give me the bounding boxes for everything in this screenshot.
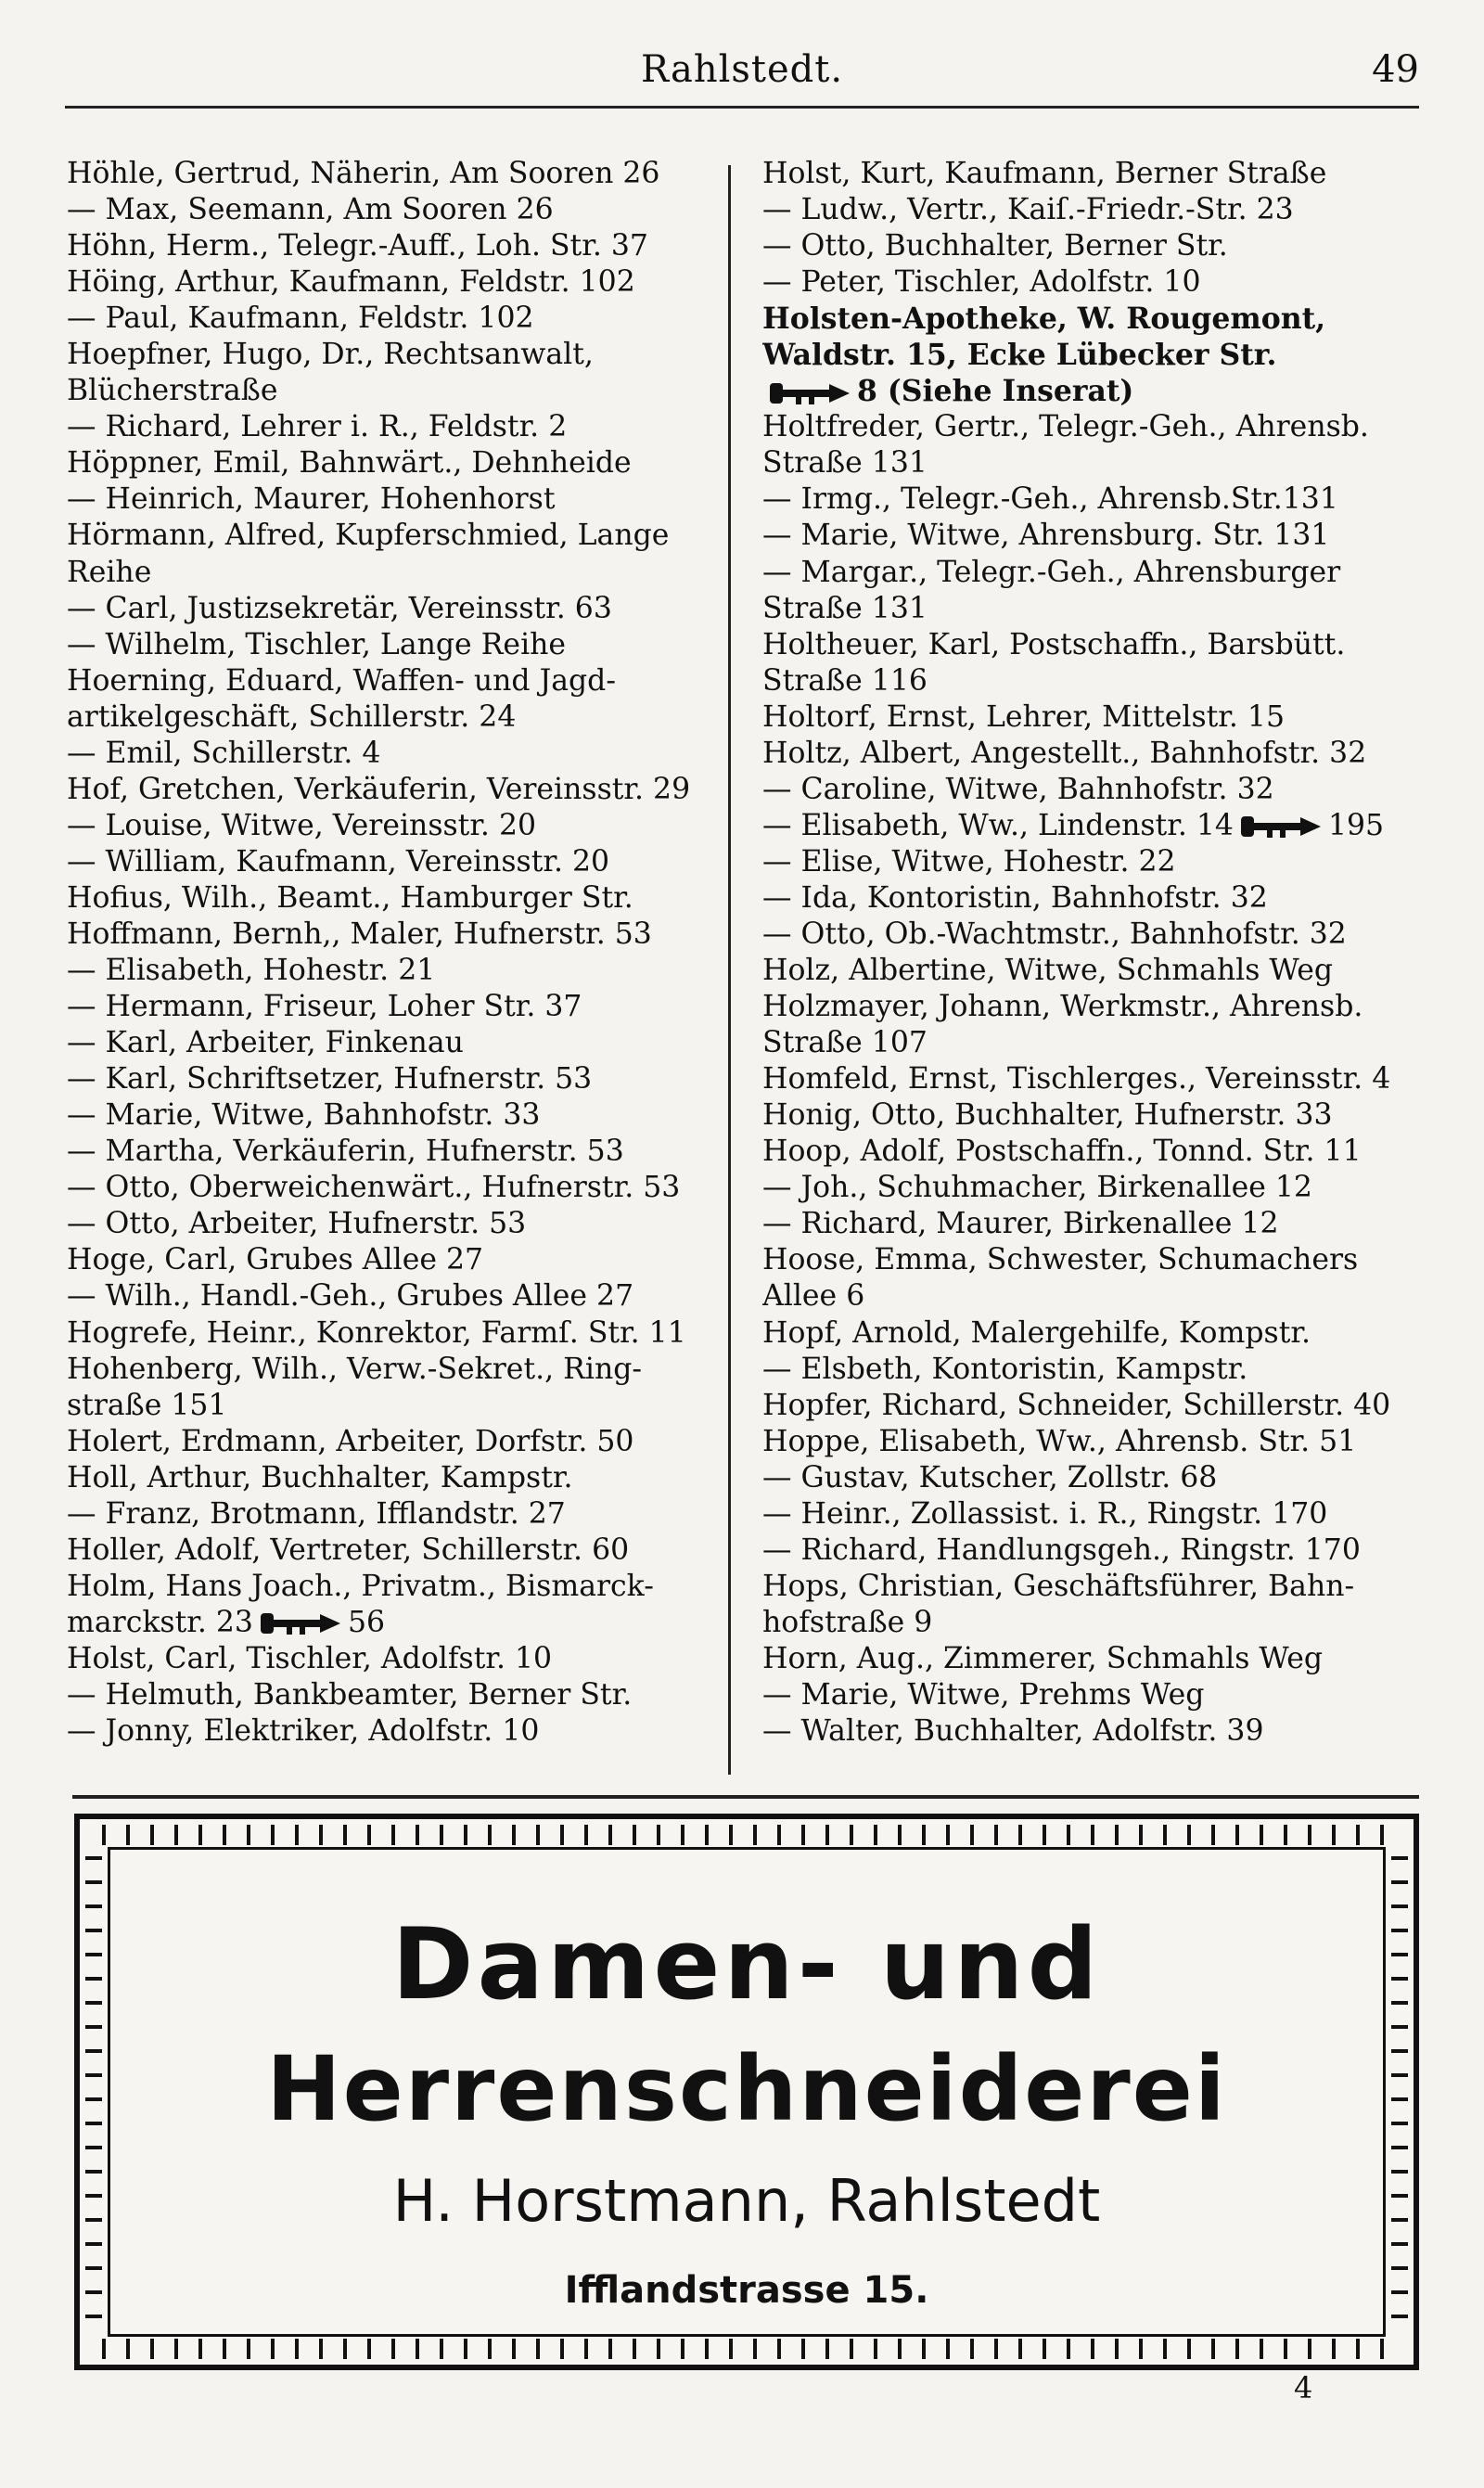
directory-entry <box>762 736 1419 772</box>
entry-text: — Franz, Brotmann, Ifflandstr. 27 <box>67 1496 566 1531</box>
entry-text: — Caroline, Witwe, Bahnhofstr. 32 <box>762 772 1274 806</box>
directory-entry <box>762 228 1419 264</box>
directory-entry <box>762 1206 1419 1242</box>
directory-entry <box>67 192 716 228</box>
entry-text: — Jonny, Elektriker, Adolfstr. 10 <box>67 1714 540 1749</box>
directory-entry <box>67 1242 716 1278</box>
entry-continuation: Allee 6 <box>762 1279 865 1314</box>
ornament-border-top <box>102 1825 1391 1845</box>
page-header <box>65 48 1419 104</box>
directory-entry <box>762 192 1419 228</box>
entry-text: — Richard, Handlungsgeh., Ringstr. 170 <box>762 1533 1361 1567</box>
directory-entry <box>67 1025 716 1061</box>
directory-entry <box>67 264 716 301</box>
directory-entry <box>67 1097 716 1134</box>
directory-entry <box>762 409 1419 481</box>
entry-text: — Ida, Kontoristin, Bahnhofstr. 32 <box>762 880 1268 915</box>
directory-entry <box>67 518 716 590</box>
directory-entry <box>762 1641 1419 1677</box>
directory-entry <box>762 844 1419 880</box>
entry-text: Hops, Christian, Geschäftsführer, Bahn- <box>762 1569 1355 1603</box>
page-title: Rahlstedt. <box>640 48 844 91</box>
directory-entry <box>67 1352 716 1424</box>
entry-text: — Paul, Kaufmann, Feldstr. 102 <box>67 301 534 336</box>
entry-text: Hoop, Adolf, Postschaffn., Tonnd. Str. 11 <box>762 1135 1362 1169</box>
entry-text: Hopfer, Richard, Schneider, Schillerstr. 40 <box>762 1388 1391 1422</box>
directory-entry <box>762 1352 1419 1388</box>
entry-text: Hoepfner, Hugo, Dr., Rechtsanwalt, <box>67 338 594 372</box>
directory-entry <box>762 1242 1419 1315</box>
entry-text: Homfeld, Ernst, Tischlerges., Vereinsstr. 4 <box>762 1062 1391 1097</box>
entry-text: — Peter, Tischler, Adolfstr. 10 <box>762 265 1201 300</box>
entry-continuation <box>820 373 1419 409</box>
entry-text: Hof, Gretchen, Verkäuferin, Vereinsstr. 29 <box>67 772 691 806</box>
phone-number: 195 <box>1327 808 1385 842</box>
entry-text: Honig, Otto, Buchhalter, Hufnerstr. 33 <box>762 1098 1333 1133</box>
entry-text: — Martha, Verkäuferin, Hufnerstr. 53 <box>67 1135 624 1169</box>
ad-headline-2: Herrenschneiderei <box>266 2037 1227 2141</box>
entry-continuation: Waldstr. 15, Ecke Lübecker Str. <box>762 338 1277 373</box>
entry-text: — Hermann, Friseur, Loher Str. 37 <box>67 990 582 1024</box>
entry-text: Hoerning, Eduard, Waffen- und Jagd- <box>67 663 616 698</box>
entry-continuation: artikelgeschäft, Schillerstr. 24 <box>67 699 517 734</box>
directory-entry <box>67 409 716 445</box>
entry-text: — Max, Seemann, Am Sooren 26 <box>67 193 554 227</box>
entry-text: Höhle, Gertrud, Näherin, Am Sooren 26 <box>67 157 660 190</box>
directory-column-left <box>67 156 716 1750</box>
entry-text: — Heinr., Zollassist. i. R., Ringstr. 170 <box>762 1496 1328 1531</box>
entry-text: Hoge, Carl, Grubes Allee 27 <box>67 1243 484 1277</box>
entry-text: — Gustav, Kutscher, Zollstr. 68 <box>762 1460 1218 1494</box>
column-divider <box>728 165 731 1775</box>
entry-text: Holzmayer, Johann, Werkmstr., Ahrensb. <box>762 990 1363 1024</box>
entry-text: Hoose, Emma, Schwester, Schumachers <box>762 1243 1359 1277</box>
phone-number: 8 (Siehe Inserat) <box>857 374 1134 409</box>
entry-text: Höing, Arthur, Kaufmann, Feldstr. 102 <box>67 265 635 300</box>
telephone-icon <box>259 1610 342 1637</box>
directory-entry <box>67 1061 716 1097</box>
directory-entry <box>67 989 716 1025</box>
entry-text: — Richard, Maurer, Birkenallee 12 <box>762 1207 1279 1241</box>
directory-entry <box>67 1641 716 1677</box>
entry-continuation: Straße 107 <box>762 1026 928 1060</box>
entry-text: — Karl, Schriftsetzer, Hufnerstr. 53 <box>67 1062 593 1097</box>
directory-entry <box>762 1460 1419 1496</box>
entry-text: — Marie, Witwe, Ahrensburg. Str. 131 <box>762 519 1330 553</box>
directory-entry <box>762 1569 1419 1641</box>
sheet-number: 4 <box>1294 2370 1313 2405</box>
entry-text: Höppner, Emil, Bahnwärt., Dehnheide <box>67 446 632 481</box>
entry-continuation: hofstraße 9 <box>762 1605 933 1639</box>
directory-entry <box>762 518 1419 554</box>
directory-entry <box>67 917 716 953</box>
entry-text: Hopf, Arnold, Malergehilfe, Kompstr. <box>762 1315 1311 1350</box>
directory-entry <box>67 1677 716 1713</box>
directory-entry <box>762 1533 1419 1569</box>
directory-entry <box>67 1206 716 1242</box>
entry-text: Holtfreder, Gertr., Telegr.-Geh., Ahrensb. <box>762 410 1369 444</box>
directory-entry <box>67 1569 716 1641</box>
directory-entry <box>67 1460 716 1496</box>
entry-text: — Louise, Witwe, Vereinsstr. 20 <box>67 808 537 842</box>
entry-text: Hofius, Wilh., Beamt., Hamburger Str. <box>67 880 633 915</box>
entry-text: — Otto, Buchhalter, Berner Str. <box>762 229 1228 263</box>
directory-entry <box>67 844 716 880</box>
entry-text: — Elise, Witwe, Hohestr. 22 <box>762 844 1176 878</box>
directory-entry <box>762 989 1419 1061</box>
entry-text: — Emil, Schillerstr. 4 <box>67 736 381 770</box>
entry-text: — Elisabeth, Hohestr. 21 <box>67 954 436 988</box>
advertisement <box>74 1814 1419 2370</box>
directory-entry <box>67 772 716 808</box>
entry-text: — Carl, Justizsekretär, Vereinsstr. 63 <box>67 591 612 625</box>
directory-entry <box>67 445 716 481</box>
directory-entry <box>762 1424 1419 1460</box>
directory-entry <box>762 301 1419 409</box>
entry-text: — Helmuth, Bankbeamter, Berner Str. <box>67 1677 633 1712</box>
ad-headline: Damen- und <box>391 1907 1102 2021</box>
directory-entry <box>67 627 716 663</box>
directory-entry <box>762 1496 1419 1533</box>
directory-entry <box>67 1315 716 1352</box>
entry-text: Hörmann, Alfred, Kupferschmied, Lange <box>67 519 670 553</box>
directory-entry <box>67 1134 716 1170</box>
directory-entry <box>762 264 1419 301</box>
phone-number: 56 <box>347 1605 386 1639</box>
directory-entry <box>67 736 716 772</box>
directory-entry <box>67 953 716 989</box>
entry-text: Horn, Aug., Zimmerer, Schmahls Weg <box>762 1641 1324 1675</box>
directory-entry <box>762 1134 1419 1170</box>
entry-text: — Irmg., Telegr.-Geh., Ahrensb.Str.131 <box>762 482 1338 517</box>
directory-entry <box>67 1533 716 1569</box>
directory-entry <box>67 1496 716 1533</box>
entry-text: — Marie, Witwe, Bahnhofstr. 33 <box>67 1098 541 1133</box>
entry-text: Holtz, Albert, Angestellt., Bahnhofstr. 32 <box>762 736 1367 770</box>
directory-entry <box>67 1170 716 1206</box>
entry-text: Holler, Adolf, Vertreter, Schillerstr. 60 <box>67 1533 630 1567</box>
directory-entry <box>67 808 716 844</box>
entry-text: — Otto, Oberweichenwärt., Hufnerstr. 53 <box>67 1171 681 1205</box>
directory-entry <box>762 481 1419 518</box>
entry-text: Holtorf, Ernst, Lehrer, Mittelstr. 15 <box>762 699 1286 734</box>
directory-entry <box>762 917 1419 953</box>
directory-entry <box>762 699 1419 736</box>
entry-continuation: Blücherstraße <box>67 374 278 408</box>
entry-text: Holert, Erdmann, Arbeiter, Dorfstr. 50 <box>67 1424 634 1458</box>
entry-text: — William, Kaufmann, Vereinsstr. 20 <box>67 844 610 878</box>
entry-text: Holst, Kurt, Kaufmann, Berner Straße <box>762 157 1327 190</box>
entry-text: marckstr. 23 <box>67 1605 253 1639</box>
entry-text: — Wilhelm, Tischler, Lange Reihe <box>67 627 567 661</box>
directory-entry <box>762 1713 1419 1750</box>
entry-continuation: straße 151 <box>67 1388 227 1422</box>
directory-entry <box>762 772 1419 808</box>
entry-text: Holst, Carl, Tischler, Adolfstr. 10 <box>67 1641 553 1675</box>
entry-text: — Elisabeth, Ww., Lindenstr. 14 <box>762 808 1234 842</box>
directory-entry <box>762 555 1419 627</box>
ad-address: Ifflandstrasse 15. <box>564 2269 929 2312</box>
entry-continuation: Straße 131 <box>762 591 928 625</box>
entry-text: — Joh., Schuhmacher, Birkenallee 12 <box>762 1171 1312 1205</box>
entry-text: Holsten-Apotheke, W. Rougemont, <box>762 301 1326 337</box>
directory-entry <box>67 481 716 518</box>
entry-text: Holz, Albertine, Witwe, Schmahls Weg <box>762 954 1334 988</box>
entry-continuation: Reihe <box>67 555 152 589</box>
directory-entry <box>67 228 716 264</box>
entry-text: Hogrefe, Heinr., Konrektor, Farmſ. Str. 11 <box>67 1315 686 1350</box>
entry-text: Holl, Arthur, Buchhalter, Kampstr. <box>67 1460 573 1494</box>
directory-entry <box>67 1424 716 1460</box>
entry-text: — Heinrich, Maurer, Hohenhorst <box>67 482 556 517</box>
entry-text: — Walter, Buchhalter, Adolfstr. 39 <box>762 1714 1264 1749</box>
entry-text: — Ludw., Vertr., Kaiſ.-Friedr.-Str. 23 <box>762 193 1294 227</box>
entry-text: — Otto, Ob.-Wachtmstr., Bahnhofstr. 32 <box>762 917 1347 951</box>
directory-entry <box>762 808 1419 844</box>
directory-column-right <box>762 156 1419 1750</box>
directory-entry <box>762 1061 1419 1097</box>
entry-text: Holm, Hans Joach., Privatm., Bismarck- <box>67 1569 654 1603</box>
entry-text: — Marie, Witwe, Prehms Weg <box>762 1677 1205 1712</box>
ad-business-name: H. Horstmann, Rahlstedt <box>392 2167 1101 2235</box>
directory-entry <box>67 337 716 409</box>
entry-text: Hohenberg, Wilh., Verw.-Sekret., Ring- <box>67 1352 643 1386</box>
directory-entry <box>67 880 716 917</box>
directory-entry <box>67 156 716 192</box>
entry-text: — Wilh., Handl.-Geh., Grubes Allee 27 <box>67 1279 634 1314</box>
directory-entry <box>762 156 1419 192</box>
directory-entry <box>762 1097 1419 1134</box>
entry-text: — Karl, Arbeiter, Finkenau <box>67 1026 464 1060</box>
header-rule <box>65 106 1419 109</box>
entry-text: Hoffmann, Bernh,, Maler, Hufnerstr. 53 <box>67 917 652 951</box>
entry-continuation <box>67 1605 716 1641</box>
directory-entry <box>67 591 716 627</box>
entry-text: Höhn, Herm., Telegr.-Auff., Loh. Str. 37 <box>67 229 648 263</box>
telephone-icon <box>768 379 851 407</box>
ornament-border-bottom <box>102 2339 1391 2359</box>
directory-entry <box>67 1278 716 1315</box>
entry-text: Hoppe, Elisabeth, Ww., Ahrensb. Str. 51 <box>762 1424 1357 1458</box>
directory-entry <box>67 301 716 337</box>
entry-text: — Richard, Lehrer i. R., Feldstr. 2 <box>67 410 568 444</box>
directory-entry <box>762 627 1419 699</box>
directory-entry <box>762 953 1419 989</box>
directory-entry <box>762 880 1419 917</box>
entry-text: — Otto, Arbeiter, Hufnerstr. 53 <box>67 1207 527 1241</box>
entry-text: Holtheuer, Karl, Postschaffn., Barsbütt. <box>762 627 1346 661</box>
directory-entry <box>67 1713 716 1750</box>
entry-continuation: Straße 116 <box>762 663 928 698</box>
directory-entry <box>762 1315 1419 1352</box>
entry-text: — Margar., Telegr.-Geh., Ahrensburger <box>762 555 1341 589</box>
directory-entry <box>762 1677 1419 1713</box>
listing-end-rule <box>72 1795 1419 1799</box>
entry-text: — Elsbeth, Kontoristin, Kampstr. <box>762 1352 1248 1386</box>
telephone-icon <box>1239 813 1323 840</box>
directory-entry <box>762 1170 1419 1206</box>
directory-entry <box>67 663 716 736</box>
page-number: 49 <box>1372 48 1419 91</box>
directory-entry <box>762 1388 1419 1424</box>
entry-continuation: Straße 131 <box>762 446 928 481</box>
